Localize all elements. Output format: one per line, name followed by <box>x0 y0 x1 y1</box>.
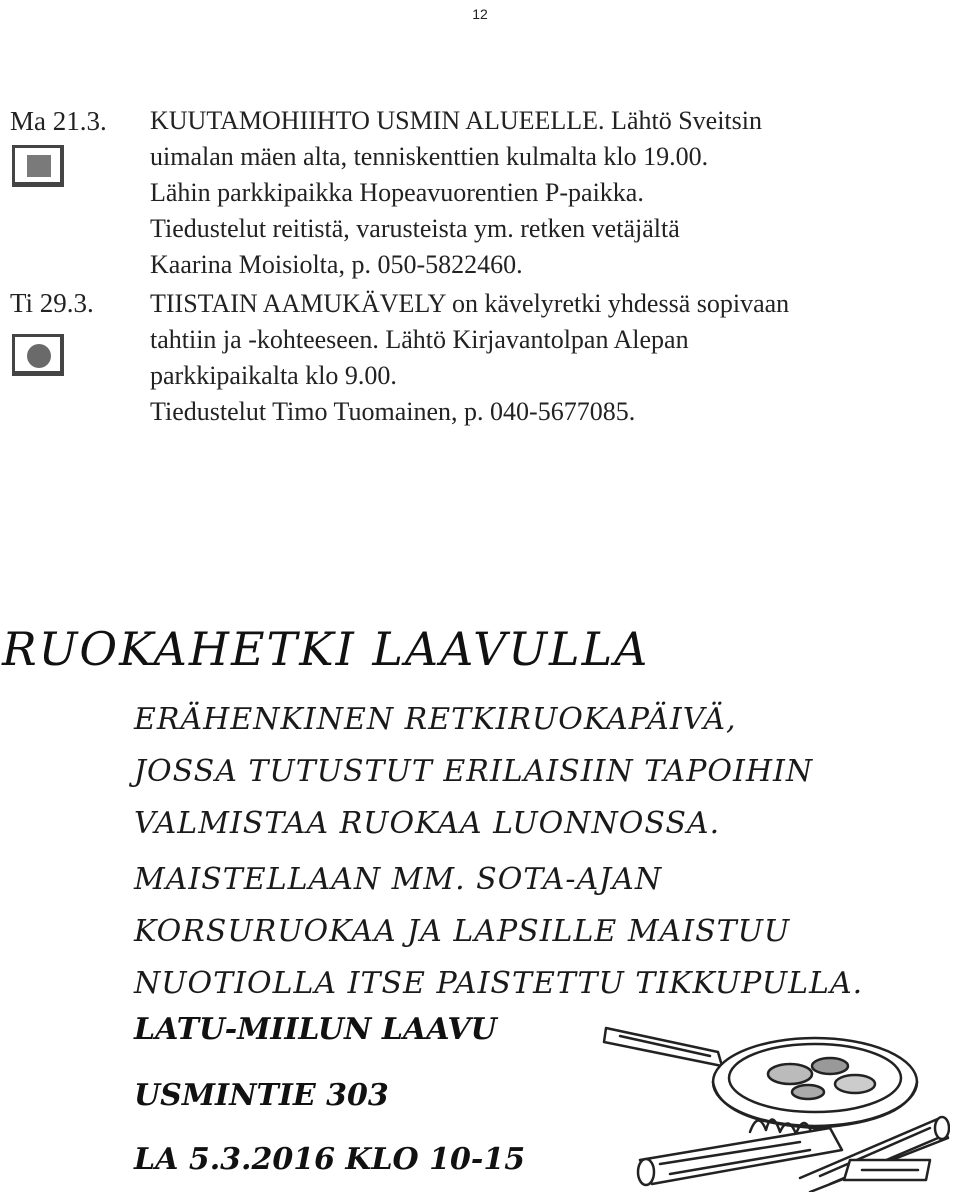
event-line: Tiedustelut Timo Tuomainen, p. 040-5677085. <box>150 397 636 426</box>
event-line: uimalan mäen alta, tenniskenttien kulmalta klo 19.00. <box>150 142 709 171</box>
event-line: parkkipaikalta klo 9.00. <box>150 361 397 390</box>
event-time: LA 5.3.2016 KLO 10-15 <box>134 1142 526 1177</box>
event-date: Ma 21.3. <box>10 106 107 136</box>
description-line: VALMISTAA RUOKAA LUONNOSSA. <box>134 806 721 841</box>
event-line: Kaarina Moisiolta, p. 050-5822460. <box>150 250 523 279</box>
event-place: LATU-MIILUN LAAVU <box>134 1012 497 1047</box>
description-line: JOSSA TUTUSTUT ERILAISIIN TAPOIHIN <box>134 754 814 789</box>
event-line: Tiedustelut reitistä, varusteista ym. retken vetäjältä <box>150 214 680 243</box>
details-line: KORSURUOKAA JA LAPSILLE MAISTUU <box>134 914 791 949</box>
event-date: Ti 29.3. <box>10 288 94 318</box>
event-description <box>150 103 762 283</box>
announcement-headline: RUOKAHETKI LAAVULLA <box>2 622 650 676</box>
frying-pan-campfire-illustration <box>600 1010 950 1192</box>
announcement-details <box>134 854 863 1010</box>
details-line: MAISTELLAAN MM. SOTA-AJAN <box>134 862 663 897</box>
page-number: 12 <box>472 6 488 22</box>
event-address: USMINTIE 303 <box>134 1078 389 1113</box>
announcement-description <box>134 694 813 850</box>
description-line: ERÄHENKINEN RETKIRUOKAPÄIVÄ, <box>134 702 737 737</box>
circle-symbol-icon <box>12 334 64 376</box>
event-line: tahtiin ja -kohteeseen. Lähtö Kirjavantolpan Alepan <box>150 325 689 354</box>
details-line: NUOTIOLLA ITSE PAISTETTU TIKKUPULLA. <box>134 966 864 1001</box>
event-description <box>150 286 789 430</box>
event-line: KUUTAMOHIIHTO USMIN ALUEELLE. Lähtö Sveitsin <box>150 106 762 135</box>
event-line: Lähin parkkipaikka Hopeavuorentien P-paikka. <box>150 178 644 207</box>
event-line: TIISTAIN AAMUKÄVELY on kävelyretki yhdessä sopivaan <box>150 289 790 318</box>
square-symbol-icon <box>12 145 64 187</box>
